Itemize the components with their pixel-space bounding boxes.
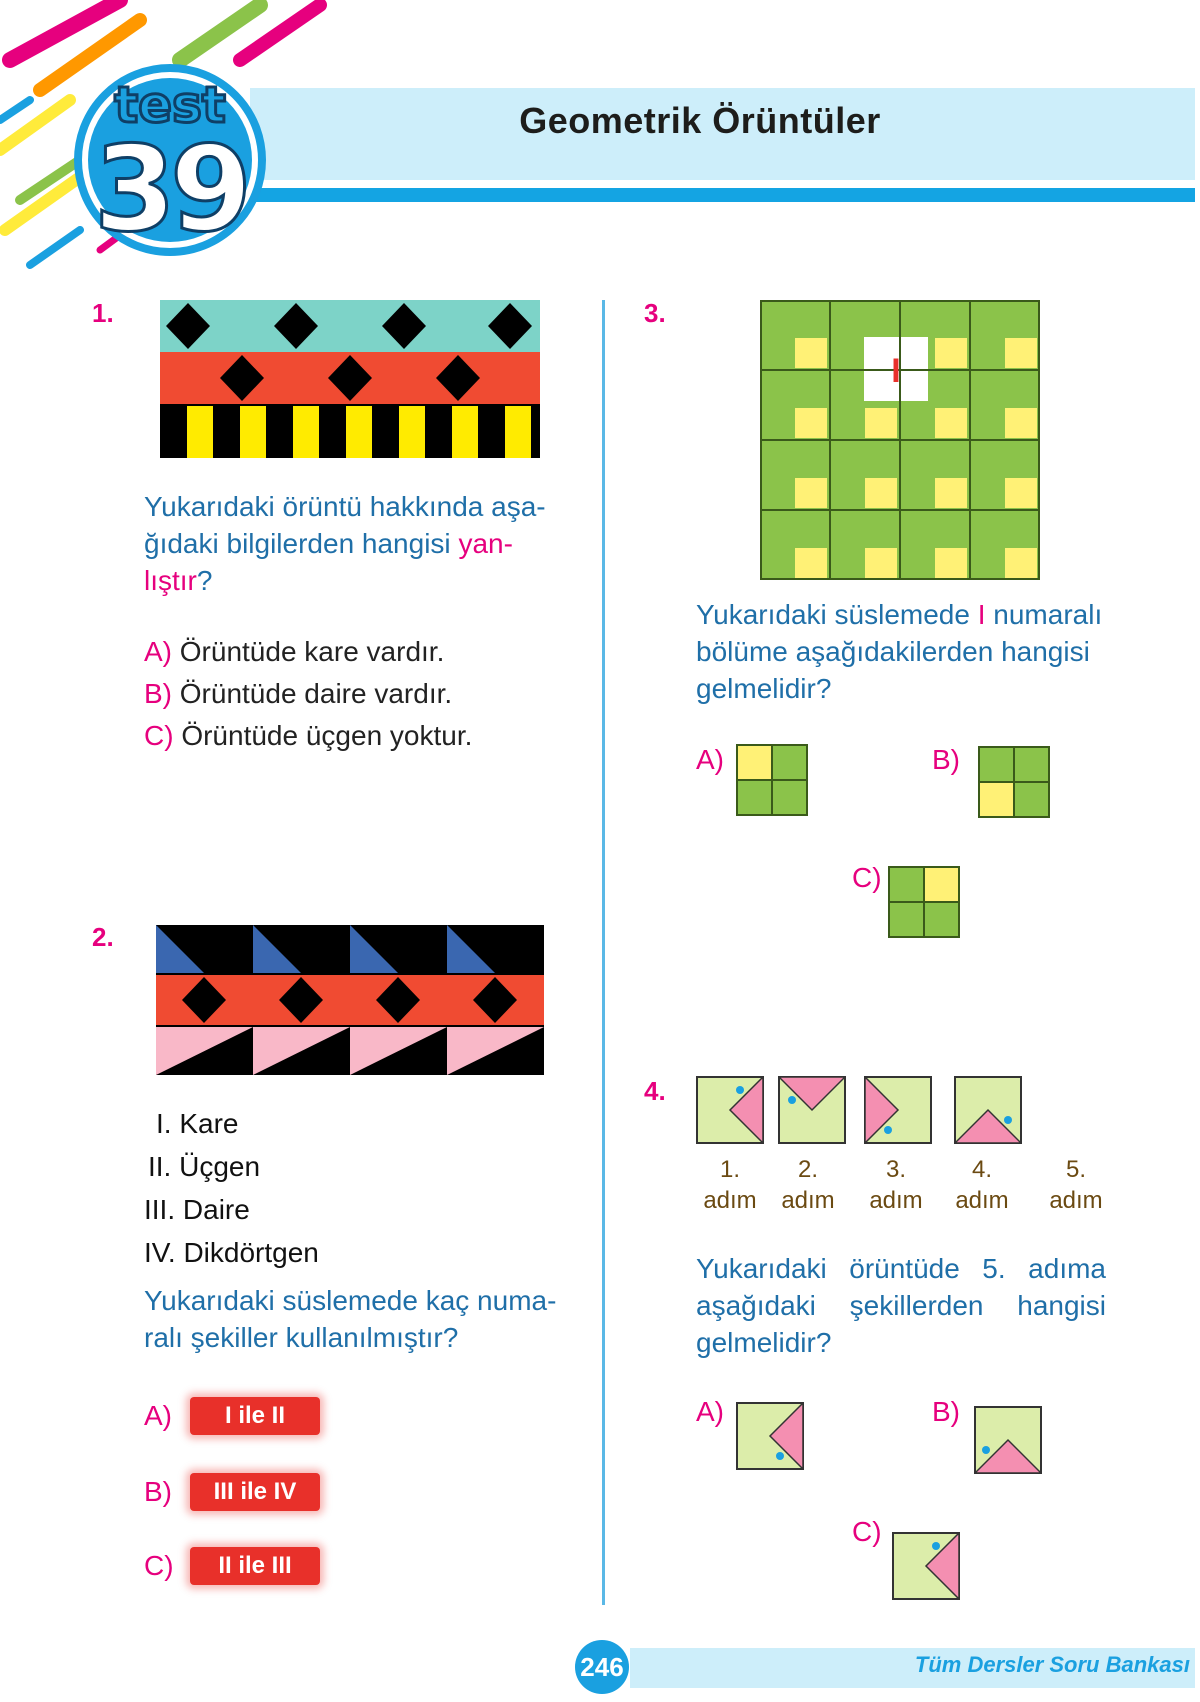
q1-option-b[interactable] [144, 678, 452, 710]
step-num: 5. [1065, 1156, 1086, 1183]
q1-text-highlight: yan- lıştır [144, 528, 513, 596]
book-title: Tüm Dersler Soru Bankası [914, 1652, 1190, 1677]
q4-number: 4. [644, 1076, 666, 1106]
page-number: 246 [575, 1640, 629, 1694]
q4-option-a[interactable] [736, 1402, 804, 1470]
q2-option-b[interactable]: III ile IV [190, 1473, 320, 1511]
q4-option-c-letter: C) [852, 1516, 882, 1547]
option-text: Örüntüde üçgen yoktur. [181, 720, 473, 751]
option-letter: C) [144, 720, 174, 751]
q2-question: Yukarıdaki süslemede kaç numa- ralı şekiller kullanılmıştır? [144, 1285, 557, 1353]
q4-step-3-label [856, 1154, 936, 1216]
page-title: Geometrik Örüntüler [519, 100, 881, 141]
step-num: 2. [797, 1156, 818, 1183]
q3-option-a-letter: A) [696, 744, 724, 775]
option-letter: A) [144, 636, 172, 667]
q3-tile-grid [760, 300, 1040, 580]
q1-question [144, 488, 564, 599]
q2-item-2: II. Üçgen [148, 1151, 261, 1182]
q2-option-b-letter: B) [144, 1476, 172, 1507]
q4-step-3-figure [864, 1076, 932, 1144]
step-word: adım [703, 1187, 757, 1214]
q3-option-a[interactable] [736, 744, 808, 816]
q2-item-3: III. Daire [144, 1194, 250, 1225]
q3-text-before: Yukarıdaki süslemede [696, 599, 978, 630]
badge-word: test [114, 76, 226, 134]
option-text: Örüntüde kare vardır. [179, 636, 445, 667]
q2-option-c[interactable]: II ile III [190, 1547, 320, 1585]
q4-option-a-letter: A) [696, 1396, 724, 1427]
q1-option-c[interactable] [144, 720, 472, 752]
q1-text-before: Yukarıdaki örüntü hakkında aşa- ğıdaki bilgilerden hangisi [144, 491, 546, 559]
q4-question: Yukarıdaki örüntüde 5. adıma aşağıdaki şekillerden hangisi gelmelidir? [696, 1253, 1106, 1358]
q2-number: 2. [92, 922, 114, 952]
step-num: 4. [971, 1156, 992, 1183]
q4-step-1-label [690, 1154, 770, 1216]
step-word: adım [781, 1187, 835, 1214]
q4-step-2-label [768, 1154, 848, 1216]
q3-grid-label: I [891, 352, 901, 390]
q3-option-b-letter: B) [932, 744, 960, 775]
q4-option-c[interactable] [892, 1532, 960, 1600]
q1-text-after: ? [196, 565, 213, 596]
q3-text-after: numaralı bölüme aşağıdakilerden hangisi gelmelidir? [696, 599, 1103, 704]
q1-pattern-figure [160, 300, 540, 458]
q3-question [696, 596, 1116, 707]
q2-pattern-figure [156, 925, 544, 1075]
q4-step-1-figure [696, 1076, 764, 1144]
step-num: 1. [719, 1156, 740, 1183]
badge-number: 39 [93, 120, 247, 258]
q2-option-a-letter: A) [144, 1400, 172, 1431]
option-text: Örüntüde daire vardır. [179, 678, 453, 709]
q3-option-b[interactable] [978, 746, 1050, 818]
q4-option-b[interactable] [974, 1406, 1042, 1474]
column-divider [602, 300, 605, 1605]
q3-option-c[interactable] [888, 866, 960, 938]
q2-item-4: IV. Dikdörtgen [144, 1237, 319, 1268]
q4-step-2-figure [778, 1076, 846, 1144]
q4-step-5-label [1036, 1154, 1116, 1216]
step-word: adım [869, 1187, 923, 1214]
q1-option-a[interactable] [144, 636, 444, 668]
q3-option-c-letter: C) [852, 862, 882, 893]
option-letter: B) [144, 678, 172, 709]
q2-option-a[interactable]: I ile II [190, 1397, 320, 1435]
q2-option-c-letter: C) [144, 1550, 174, 1581]
q4-step-4-label [942, 1154, 1022, 1216]
q2-item-1: I. Kare [156, 1108, 239, 1139]
q3-text-highlight: I [977, 599, 986, 630]
step-word: adım [955, 1187, 1009, 1214]
q4-option-b-letter: B) [932, 1396, 960, 1427]
q1-number: 1. [92, 298, 114, 328]
step-word: adım [1049, 1187, 1103, 1214]
q4-step-4-figure [954, 1076, 1022, 1144]
q3-number: 3. [644, 298, 666, 328]
step-num: 3. [885, 1156, 906, 1183]
header-underline [250, 188, 1195, 202]
